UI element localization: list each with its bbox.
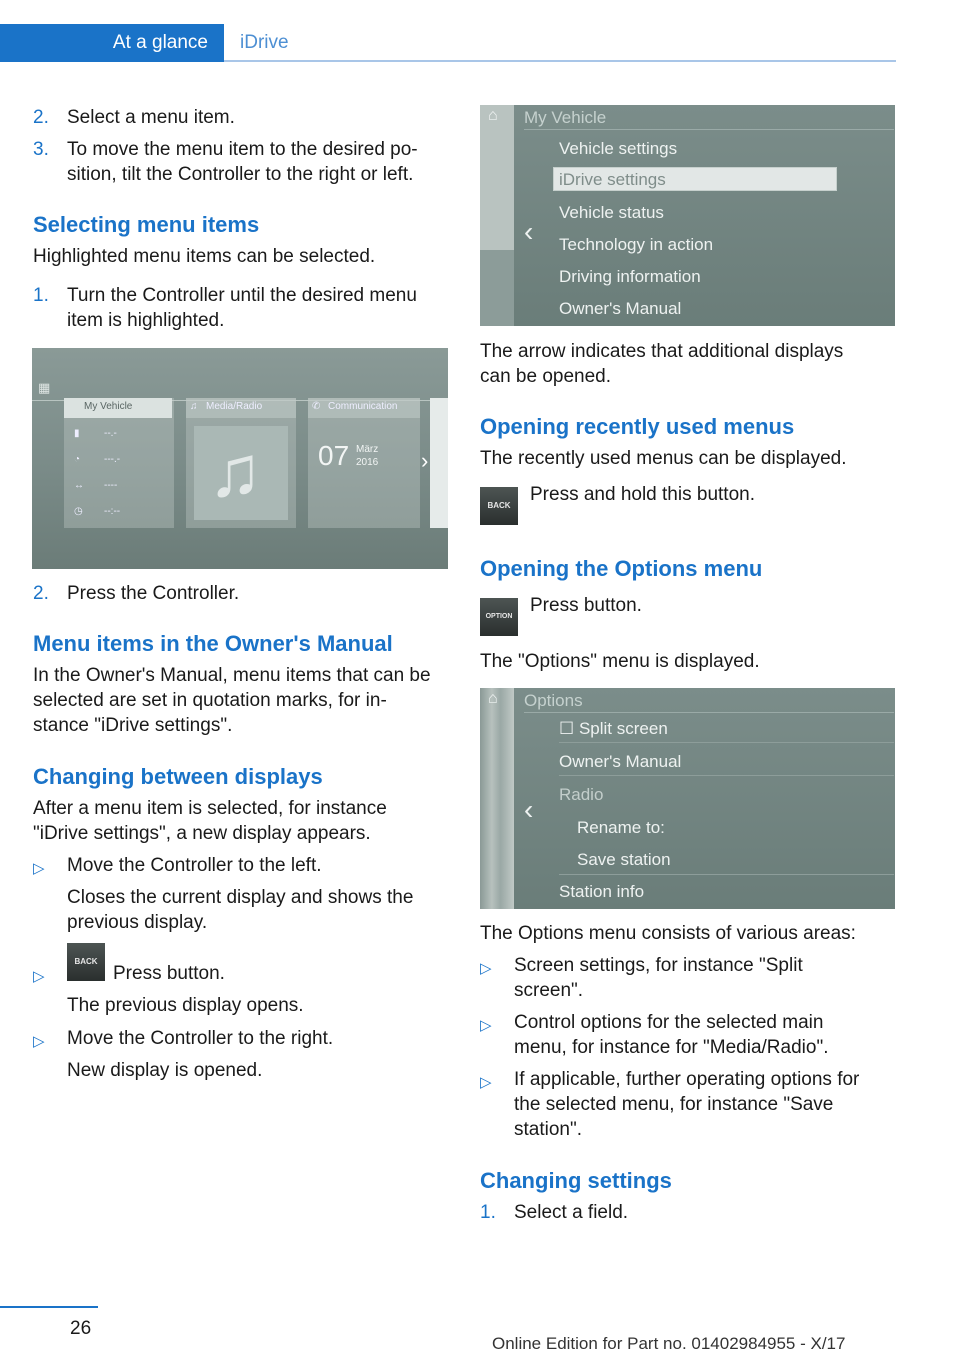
card-title: Media/Radio <box>206 401 263 412</box>
bullet-text: Closes the current display and shows the <box>67 887 414 908</box>
chevron-left-icon[interactable]: ‹ <box>524 216 534 247</box>
bullet-text: previous display. <box>67 912 208 933</box>
screen-title: Options <box>524 691 583 710</box>
value: ---- <box>104 480 118 491</box>
idrive-main-screenshot <box>32 348 448 569</box>
step-text: To move the menu item to the desired po‐ <box>67 139 418 160</box>
bullet-text: menu, for instance for "Media/Radio". <box>514 1037 829 1058</box>
edition-note: Online Edition for Part no. 01402984955 - X/17 <box>492 1334 846 1353</box>
paragraph: The arrow indicates that additional displays <box>480 341 844 362</box>
fuel-icon: ▮ <box>74 428 80 439</box>
date-day: 07 <box>318 440 350 471</box>
screen-title: My Vehicle <box>524 108 607 127</box>
divider <box>524 129 894 130</box>
clock-icon: ◷ <box>74 506 83 517</box>
paragraph: stance "iDrive settings". <box>33 715 233 736</box>
section-heading: Changing settings <box>480 1168 672 1193</box>
paragraph: "iDrive settings", a new display appears. <box>33 823 371 844</box>
bullet-text: New display is opened. <box>67 1060 263 1081</box>
menu-item-label: iDrive settings <box>559 170 666 189</box>
menu-item[interactable]: Save station <box>577 850 671 869</box>
paragraph: In the Owner's Manual, menu items that can be <box>33 665 431 686</box>
bullet-text: Move the Controller to the right. <box>67 1028 334 1049</box>
menu-item[interactable]: Owner's Manual <box>559 752 682 771</box>
tab-at-a-glance[interactable] <box>0 24 224 62</box>
paragraph: can be opened. <box>480 366 612 387</box>
card-header <box>64 398 172 418</box>
section-heading: Changing between displays <box>33 764 323 789</box>
paragraph: After a menu item is selected, for instance <box>33 798 387 819</box>
section-heading: Opening recently used menus <box>480 414 795 439</box>
tab-idrive[interactable]: iDrive <box>240 32 289 53</box>
value: --.- <box>104 428 117 439</box>
paragraph: Highlighted menu items can be selected. <box>33 246 376 267</box>
menu-item[interactable]: Vehicle status <box>559 203 664 222</box>
step-text: item is highlighted. <box>67 310 225 331</box>
section-heading: Opening the Options menu <box>480 556 763 581</box>
card-title: Communication <box>328 401 398 412</box>
bullet-icon: ▷ <box>480 1017 492 1034</box>
bullet-text: screen". <box>514 980 584 1001</box>
right-column <box>480 339 900 672</box>
value: ---.- <box>104 454 121 465</box>
tab-label: At a glance <box>112 32 208 53</box>
bullet-text: Move the Controller to the left. <box>67 855 322 876</box>
options-screenshot <box>480 688 895 909</box>
divider <box>524 712 894 713</box>
card-my-vehicle[interactable] <box>64 398 174 528</box>
step-number: 1. <box>480 1202 496 1223</box>
date-month: März <box>356 444 379 455</box>
bullet-icon: ▷ <box>33 1033 45 1050</box>
paragraph: Press and hold this button. <box>530 484 755 505</box>
album-art <box>194 426 288 520</box>
home-icon[interactable]: ⌂ <box>488 690 498 707</box>
home-icon[interactable]: ⌂ <box>488 107 498 124</box>
distance-icon: ↔ <box>74 480 84 491</box>
left-column-lower <box>33 581 453 1101</box>
value: --:-- <box>104 506 121 517</box>
music-note-icon: ♫ <box>208 432 262 512</box>
step-text: Press the Controller. <box>67 583 240 604</box>
card-communication[interactable] <box>308 398 420 528</box>
date-year: 2016 <box>356 457 379 468</box>
option-button-icon: OPTION <box>480 598 518 636</box>
bullet-icon: ▷ <box>480 1074 492 1091</box>
menu-item[interactable]: Rename to: <box>577 818 665 837</box>
paragraph: selected are set in quotation marks, for in‐ <box>33 690 387 711</box>
bullet-text: If applicable, further operating options for <box>514 1069 860 1090</box>
step-text: Select a field. <box>514 1202 629 1223</box>
paragraph: The "Options" menu is displayed. <box>480 651 760 672</box>
bullet-icon: ▷ <box>480 960 492 977</box>
next-card-peek <box>430 398 448 528</box>
page-number: 26 <box>70 1318 92 1339</box>
divider <box>559 874 894 875</box>
header-divider <box>224 60 896 62</box>
menu-item[interactable]: Technology in action <box>559 235 714 254</box>
back-button-icon: BACK <box>67 943 105 981</box>
chevron-left-icon[interactable]: ‹ <box>524 794 534 825</box>
bullet-text: Control options for the selected main <box>514 1012 824 1033</box>
paragraph: The recently used menus can be displayed. <box>480 448 847 469</box>
right-column-lower <box>480 921 900 1231</box>
bullet-text: the selected menu, for instance "Save <box>514 1094 834 1115</box>
menu-item[interactable]: ☐ Split screen <box>559 719 668 738</box>
bullet-text: Screen settings, for instance "Split <box>514 955 803 976</box>
divider <box>559 742 894 743</box>
divider <box>559 775 894 776</box>
phone-icon: ✆ <box>312 401 321 412</box>
card-header <box>308 398 420 418</box>
step-text: Select a menu item. <box>67 107 235 128</box>
step-number: 2. <box>33 107 49 128</box>
menu-section-title: Radio <box>559 785 604 804</box>
bullet-icon: ▷ <box>33 860 45 877</box>
step-number: 2. <box>33 583 49 604</box>
menu-item[interactable]: Owner's Manual <box>559 299 682 318</box>
bullet-text: station". <box>514 1119 583 1140</box>
menu-item-highlighted[interactable] <box>553 167 837 191</box>
menu-item[interactable]: Driving information <box>559 267 701 286</box>
nav-rail <box>480 688 514 909</box>
paragraph: The Options menu consists of various areas: <box>480 923 856 944</box>
nav-rail-bottom <box>480 250 514 326</box>
card-header <box>186 398 296 418</box>
step-text: sition, tilt the Controller to the right or left. <box>67 164 414 185</box>
my-vehicle-screenshot <box>480 105 895 326</box>
back-button-icon: BACK <box>480 487 518 525</box>
grid-icon: ▦ <box>38 380 51 395</box>
step-number: 1. <box>33 285 49 306</box>
step-number: 3. <box>33 139 49 160</box>
bullet-text: The previous display opens. <box>67 995 304 1016</box>
nav-rail-top <box>480 105 514 250</box>
paragraph: Press button. <box>530 595 642 616</box>
chevron-right-icon[interactable]: › <box>421 448 429 473</box>
section-heading: Selecting menu items <box>33 212 260 237</box>
section-heading: Menu items in the Owner's Manual <box>33 631 393 656</box>
footer-rule <box>0 1306 98 1308</box>
menu-item[interactable]: Station info <box>559 882 645 901</box>
gauge-icon: ◔ <box>74 454 81 465</box>
bullet-text: Press button. <box>113 963 225 984</box>
step-text: Turn the Controller until the desired menu <box>67 285 417 306</box>
music-icon: ♫ <box>190 401 198 412</box>
bullet-icon: ▷ <box>33 968 45 985</box>
card-media-radio[interactable] <box>186 398 296 528</box>
menu-item[interactable]: Vehicle settings <box>559 139 678 158</box>
card-title: My Vehicle <box>84 401 133 412</box>
